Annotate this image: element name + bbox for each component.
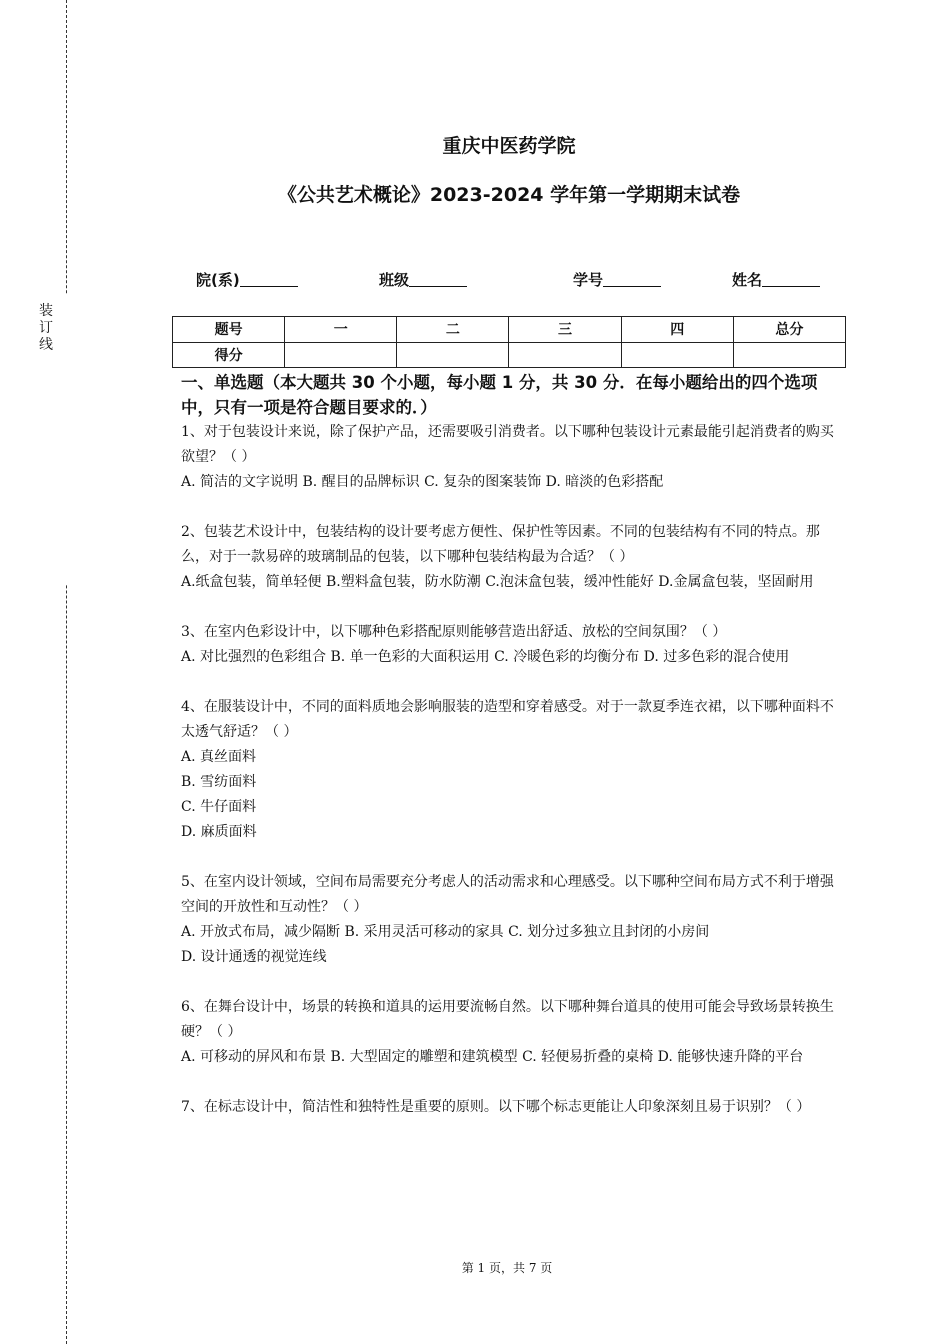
question-list	[181, 420, 841, 1120]
score-cell[interactable]	[285, 342, 397, 368]
score-header-cell: 题号	[173, 317, 285, 343]
question-options: A.纸盒包装，简单轻便 B.塑料盒包装，防水防潮 C.泡沫盒包装，缓冲性能好 D.金属盒包装，坚固耐用	[181, 574, 814, 590]
question-options: B. 雪纺面料	[181, 774, 257, 790]
question-options: A. 开放式布局，减少隔断 B. 采用灵活可移动的家具 C. 划分过多独立且封闭的小房间	[181, 924, 710, 940]
question-options: A. 简洁的文字说明 B. 醒目的品牌标识 C. 复杂的图案装饰 D. 暗淡的色彩搭配	[181, 474, 664, 490]
score-table-header-row	[173, 317, 846, 343]
binding-label: 装订线	[39, 303, 53, 353]
class-blank[interactable]	[409, 271, 467, 287]
question-options: A. 真丝面料	[181, 749, 257, 765]
question-stem: 6、在舞台设计中，场景的转换和道具的运用要流畅自然。以下哪种舞台道具的使用可能会导致场景转换生硬？（ ）	[181, 999, 834, 1040]
question-stem: 7、在标志设计中，简洁性和独特性是重要的原则。以下哪个标志更能让人印象深刻且易于识别？（ ）	[181, 1099, 811, 1115]
page-footer: 第 1 页，共 7 页	[461, 1261, 553, 1275]
student-id-label: 学号	[573, 271, 604, 289]
score-table	[172, 316, 846, 368]
question-options: D. 麻质面料	[181, 824, 257, 840]
score-cell[interactable]	[509, 342, 621, 368]
binding-line-gap	[60, 295, 74, 585]
score-cell[interactable]	[733, 342, 845, 368]
question-options: A. 对比强烈的色彩组合 B. 单一色彩的大面积运用 C. 冷暖色彩的均衡分布 D. 过多色彩的混合使用	[181, 649, 790, 665]
question-item	[181, 520, 841, 595]
score-header-cell: 总分	[733, 317, 845, 343]
score-header-cell: 二	[397, 317, 509, 343]
name-field	[732, 269, 820, 290]
department-field	[196, 269, 298, 290]
question-item	[181, 995, 841, 1070]
student-id-field	[573, 269, 661, 290]
section-heading: 一、单选题（本大题共 30 个小题，每小题 1 分，共 30 分．在每小题给出的四个选项中，只有一项是符合题目要求的．）	[181, 373, 818, 417]
question-item	[181, 870, 841, 970]
question-stem: 4、在服装设计中，不同的面料质地会影响服装的造型和穿着感受。对于一款夏季连衣裙，以下哪种面料不太透气舒适？（ ）	[181, 699, 834, 740]
score-cell[interactable]	[621, 342, 733, 368]
question-stem: 2、包装艺术设计中，包装结构的设计要考虑方便性、保护性等因素。不同的包装结构有不同的特点。那么，对于一款易碎的玻璃制品的包装，以下哪种包装结构最为合适？（ ）	[181, 524, 820, 565]
exam-title: 《公共艺术概论》2023-2024 学年第一学期期末试卷	[277, 184, 741, 206]
question-stem: 1、对于包装设计来说，除了保护产品，还需要吸引消费者。以下哪种包装设计元素最能引起消费者的购买欲望？（ ）	[181, 424, 834, 465]
score-row-label: 得分	[173, 342, 285, 368]
student-info-row	[0, 269, 950, 293]
score-cell[interactable]	[397, 342, 509, 368]
score-header-cell: 四	[621, 317, 733, 343]
student-id-blank[interactable]	[603, 271, 661, 287]
question-item	[181, 420, 841, 495]
question-options: A. 可移动的屏风和布景 B. 大型固定的雕塑和建筑模型 C. 轻便易折叠的桌椅 D. 能够快速升降的平台	[181, 1049, 804, 1065]
department-blank[interactable]	[240, 271, 298, 287]
exam-content	[181, 370, 841, 1120]
class-label: 班级	[379, 271, 410, 289]
school-title: 重庆中医药学院	[442, 135, 576, 157]
question-stem: 3、在室内色彩设计中，以下哪种色彩搭配原则能够营造出舒适、放松的空间氛围？（ ）	[181, 624, 727, 640]
score-header-cell: 一	[285, 317, 397, 343]
question-item	[181, 1095, 841, 1120]
class-field	[379, 269, 467, 290]
name-label: 姓名	[732, 271, 763, 289]
department-label: 院(系)	[196, 271, 240, 289]
question-options: C. 牛仔面料	[181, 799, 257, 815]
question-stem: 5、在室内设计领域，空间布局需要充分考虑人的活动需求和心理感受。以下哪种空间布局方式不利于增强空间的开放性和互动性？（ ）	[181, 874, 834, 915]
question-item	[181, 695, 841, 845]
score-header-cell: 三	[509, 317, 621, 343]
question-item	[181, 620, 841, 670]
question-options: D. 设计通透的视觉连线	[181, 949, 327, 965]
score-table-score-row	[173, 342, 846, 368]
name-blank[interactable]	[762, 271, 820, 287]
